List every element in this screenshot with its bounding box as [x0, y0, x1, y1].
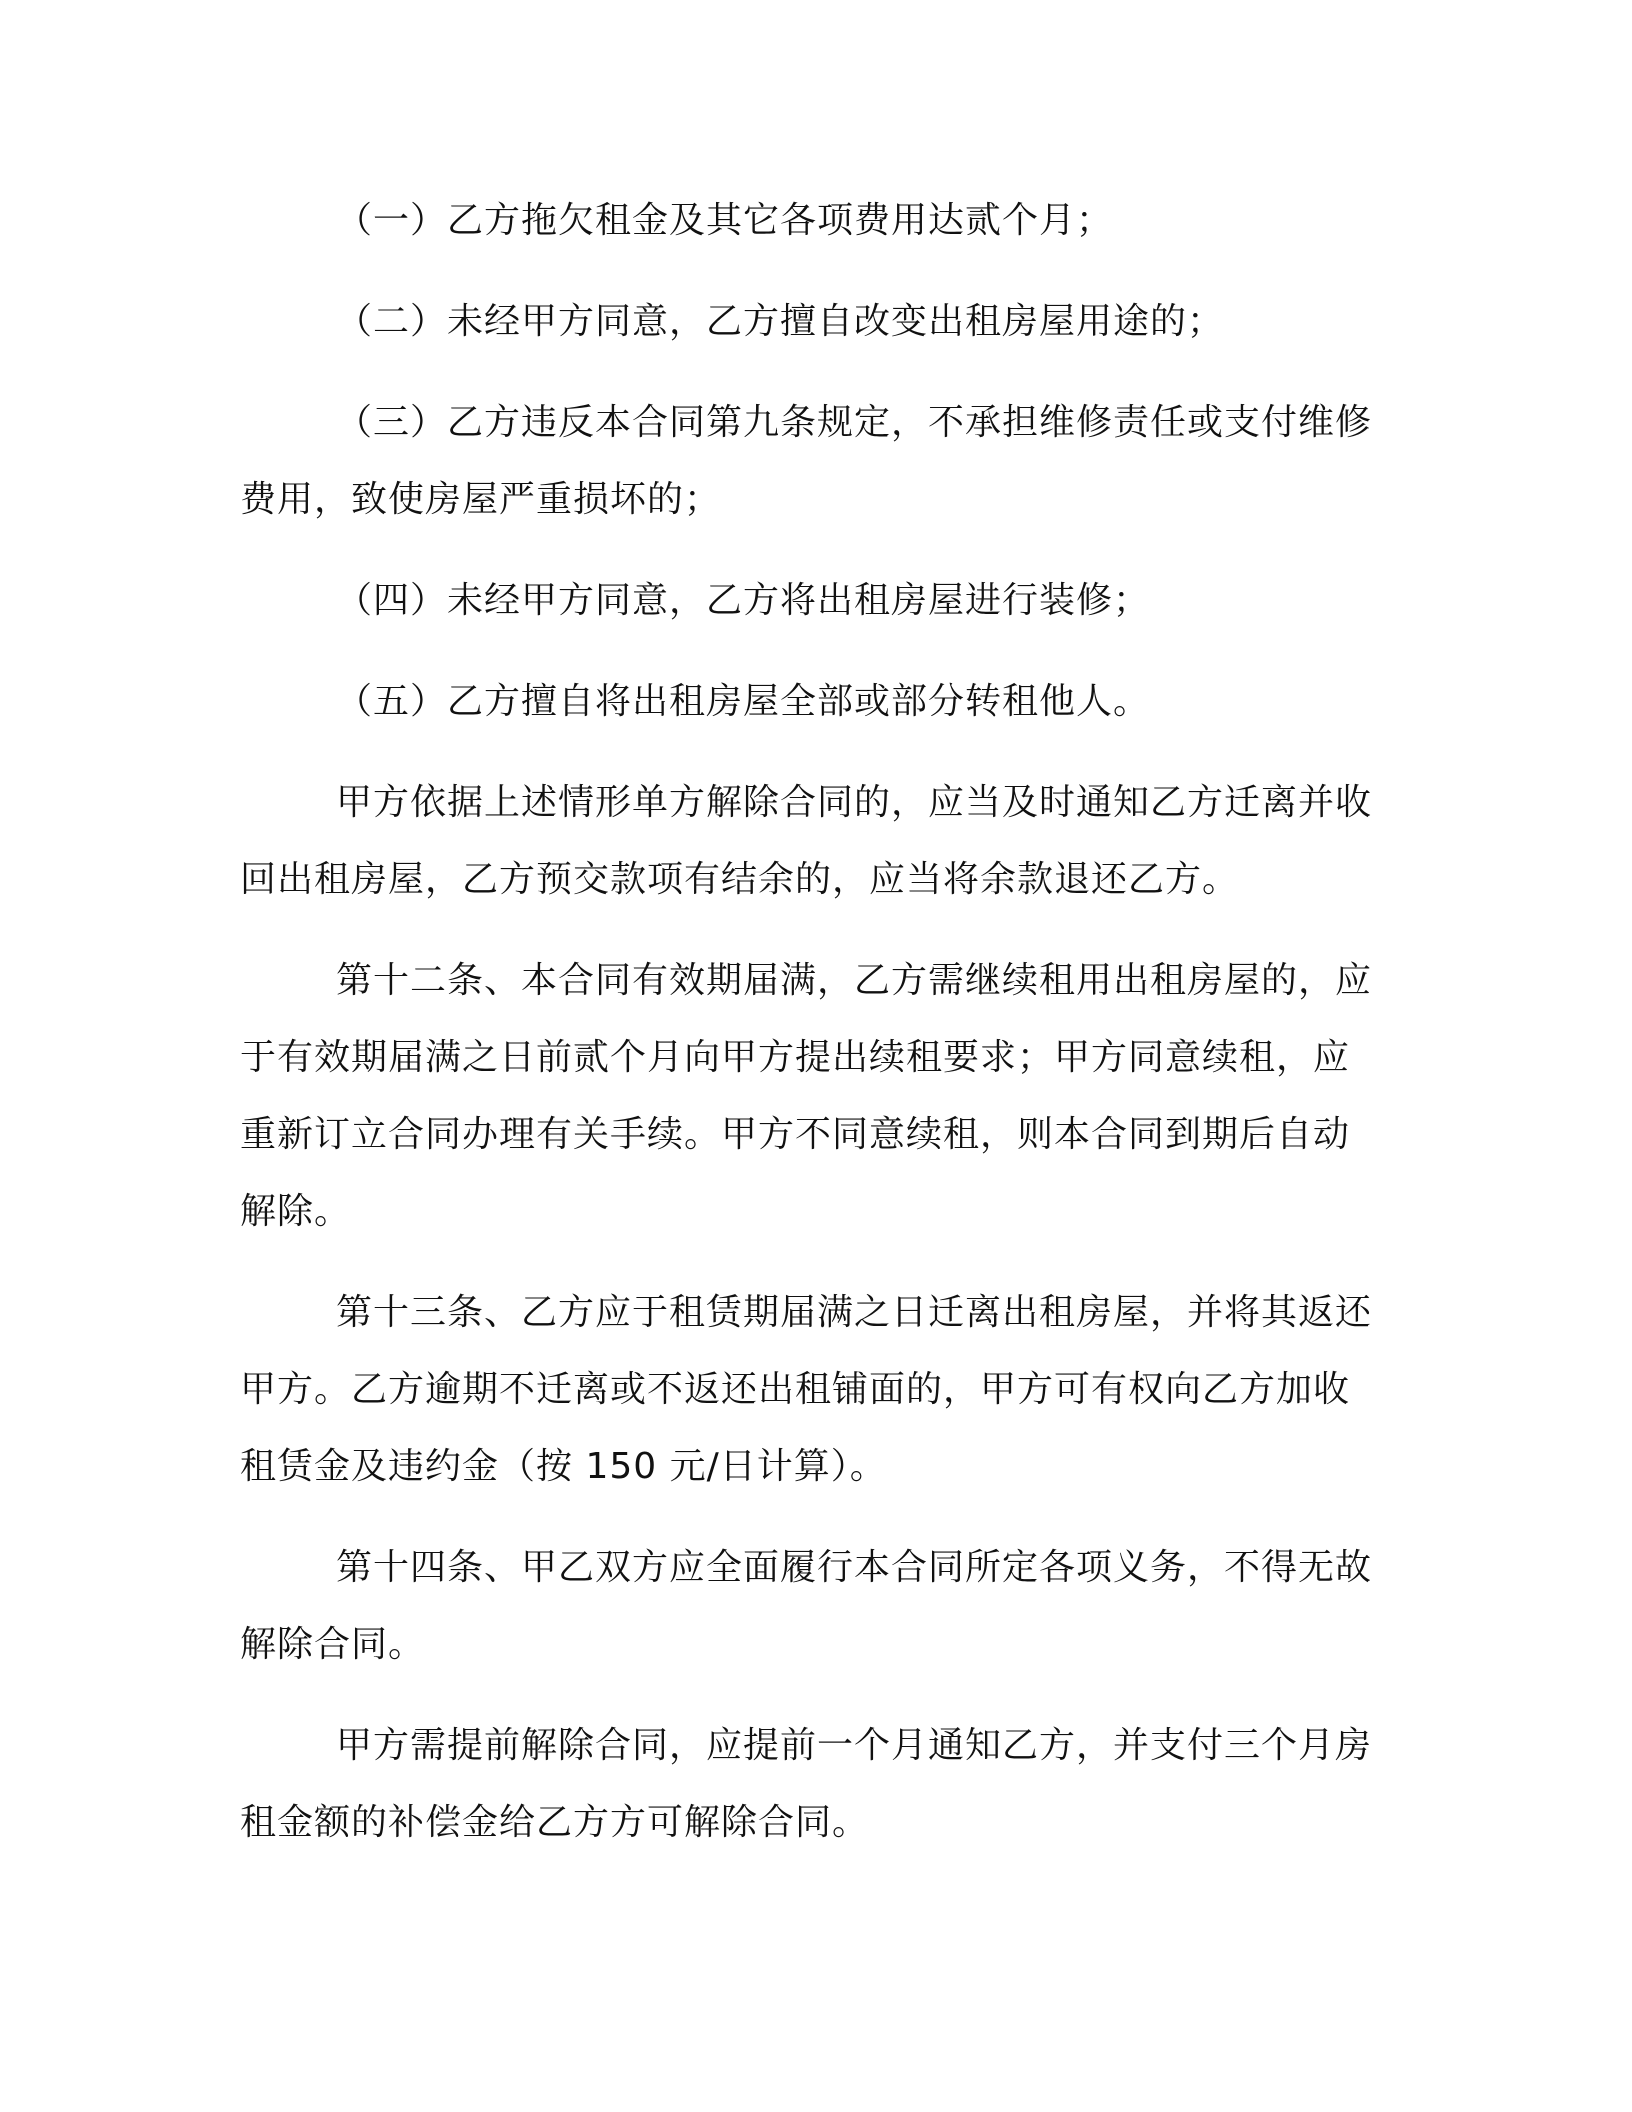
termination-paragraph-line-1: 甲方依据上述情形单方解除合同的，应当及时通知乙方迁离并收 — [336, 782, 1373, 823]
article-13-line-3: 租赁金及违约金（按 150 元/日计算）。 — [240, 1446, 887, 1487]
clause-item-3-line-2: 费用，致使房屋严重损坏的； — [240, 479, 722, 520]
article-12-line-3: 重新订立合同办理有关手续。甲方不同意续租，则本合同到期后自动 — [240, 1114, 1351, 1155]
early-termination-line-1: 甲方需提前解除合同，应提前一个月通知乙方，并支付三个月房 — [336, 1725, 1373, 1766]
clause-item-3-line-1: （三）乙方违反本合同第九条规定，不承担维修责任或支付维修 — [336, 402, 1373, 443]
article-14-line-2: 解除合同。 — [240, 1624, 426, 1665]
clause-item-4: （四）未经甲方同意，乙方将出租房屋进行装修； — [336, 580, 1151, 621]
article-13-line-2: 甲方。乙方逾期不迁离或不返还出租铺面的，甲方可有权向乙方加收 — [240, 1369, 1351, 1410]
termination-paragraph-line-2: 回出租房屋，乙方预交款项有结余的，应当将余款退还乙方。 — [240, 859, 1240, 900]
article-14-line-1: 第十四条、甲乙双方应全面履行本合同所定各项义务，不得无故 — [336, 1547, 1373, 1588]
early-termination-line-2: 租金额的补偿金给乙方方可解除合同。 — [240, 1802, 870, 1843]
article-13-line-1: 第十三条、乙方应于租赁期届满之日迁离出租房屋，并将其返还 — [336, 1292, 1373, 1333]
clause-item-5: （五）乙方擅自将出租房屋全部或部分转租他人。 — [336, 681, 1151, 722]
article-12-line-1: 第十二条、本合同有效期届满，乙方需继续租用出租房屋的，应 — [336, 960, 1373, 1001]
article-12-line-4: 解除。 — [240, 1191, 352, 1232]
clause-item-2: （二）未经甲方同意，乙方擅自改变出租房屋用途的； — [336, 301, 1225, 342]
article-12-line-2: 于有效期届满之日前贰个月向甲方提出续租要求；甲方同意续租，应 — [240, 1037, 1351, 1078]
clause-item-1: （一）乙方拖欠租金及其它各项费用达贰个月； — [336, 200, 1114, 241]
